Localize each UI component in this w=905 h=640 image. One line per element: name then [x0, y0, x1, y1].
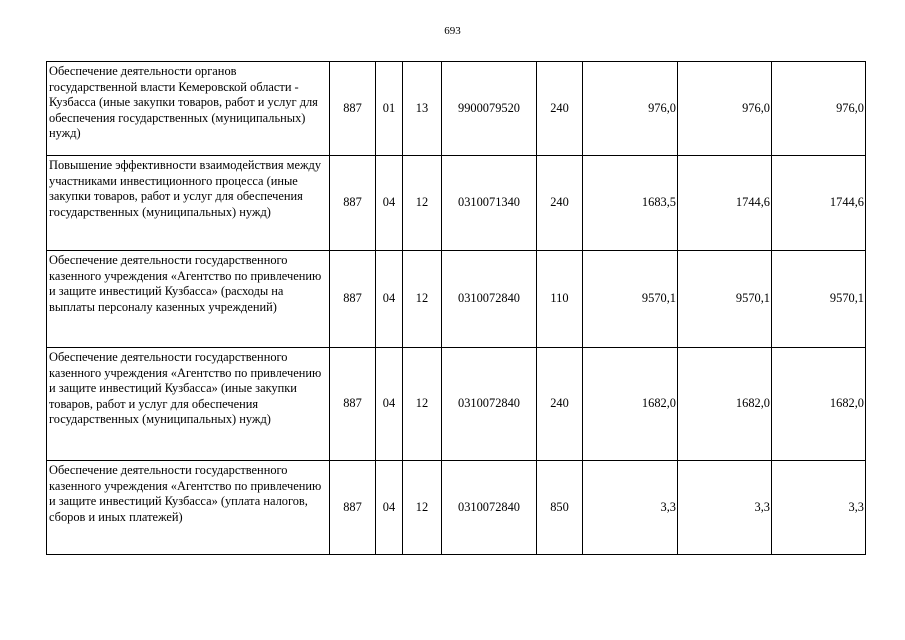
sum-year-3: 976,0 — [772, 62, 866, 156]
target-article-code: 0310071340 — [442, 156, 537, 251]
row-description: Повышение эффективности взаимодействия между участниками инвестиционного процесса (иные закупки товаров, работ и услуг для обеспечения государственных (муниципальных) нужд) — [47, 156, 330, 251]
expense-type-code: 240 — [537, 348, 583, 461]
subsection-code: 12 — [403, 156, 442, 251]
sum-year-2: 1682,0 — [678, 348, 772, 461]
ministry-code: 887 — [330, 348, 376, 461]
sum-year-2: 9570,1 — [678, 251, 772, 348]
subsection-code: 12 — [403, 348, 442, 461]
row-description: Обеспечение деятельности органов государственной власти Кемеровской области - Кузбасса (иные закупки товаров, работ и услуг для обеспечения государственных (муниципальных) нужд) — [47, 62, 330, 156]
sum-year-3: 1744,6 — [772, 156, 866, 251]
sum-year-2: 976,0 — [678, 62, 772, 156]
table-row — [47, 156, 866, 251]
section-code: 01 — [376, 62, 403, 156]
target-article-code: 0310072840 — [442, 251, 537, 348]
target-article-code: 0310072840 — [442, 348, 537, 461]
table-row — [47, 348, 866, 461]
row-description: Обеспечение деятельности государственного казенного учреждения «Агентство по привлечению и защите инвестиций Кузбасса» (уплата налогов, сборов и иных платежей) — [47, 461, 330, 555]
sum-year-3: 3,3 — [772, 461, 866, 555]
sum-year-3: 9570,1 — [772, 251, 866, 348]
sum-year-1: 3,3 — [583, 461, 678, 555]
sum-year-1: 1683,5 — [583, 156, 678, 251]
table-row — [47, 62, 866, 156]
section-code: 04 — [376, 251, 403, 348]
table-body — [47, 62, 866, 555]
subsection-code: 13 — [403, 62, 442, 156]
section-code: 04 — [376, 348, 403, 461]
sum-year-3: 1682,0 — [772, 348, 866, 461]
row-description: Обеспечение деятельности государственного казенного учреждения «Агентство по привлечению и защите инвестиций Кузбасса» (иные закупки товаров, работ и услуг для обеспечения государственных (муниципальных) нужд) — [47, 348, 330, 461]
section-code: 04 — [376, 156, 403, 251]
sum-year-2: 3,3 — [678, 461, 772, 555]
ministry-code: 887 — [330, 156, 376, 251]
expense-type-code: 850 — [537, 461, 583, 555]
table-row — [47, 461, 866, 555]
subsection-code: 12 — [403, 251, 442, 348]
expense-type-code: 110 — [537, 251, 583, 348]
page-number: 693 — [444, 25, 461, 37]
sum-year-1: 9570,1 — [583, 251, 678, 348]
ministry-code: 887 — [330, 461, 376, 555]
ministry-code: 887 — [330, 62, 376, 156]
sum-year-1: 976,0 — [583, 62, 678, 156]
ministry-code: 887 — [330, 251, 376, 348]
sum-year-1: 1682,0 — [583, 348, 678, 461]
sum-year-2: 1744,6 — [678, 156, 772, 251]
section-code: 04 — [376, 461, 403, 555]
budget-table — [46, 61, 866, 555]
expense-type-code: 240 — [537, 156, 583, 251]
table-row — [47, 251, 866, 348]
subsection-code: 12 — [403, 461, 442, 555]
expense-type-code: 240 — [537, 62, 583, 156]
target-article-code: 9900079520 — [442, 62, 537, 156]
row-description: Обеспечение деятельности государственного казенного учреждения «Агентство по привлечению и защите инвестиций Кузбасса» (расходы на выплаты персоналу казенных учреждений) — [47, 251, 330, 348]
target-article-code: 0310072840 — [442, 461, 537, 555]
